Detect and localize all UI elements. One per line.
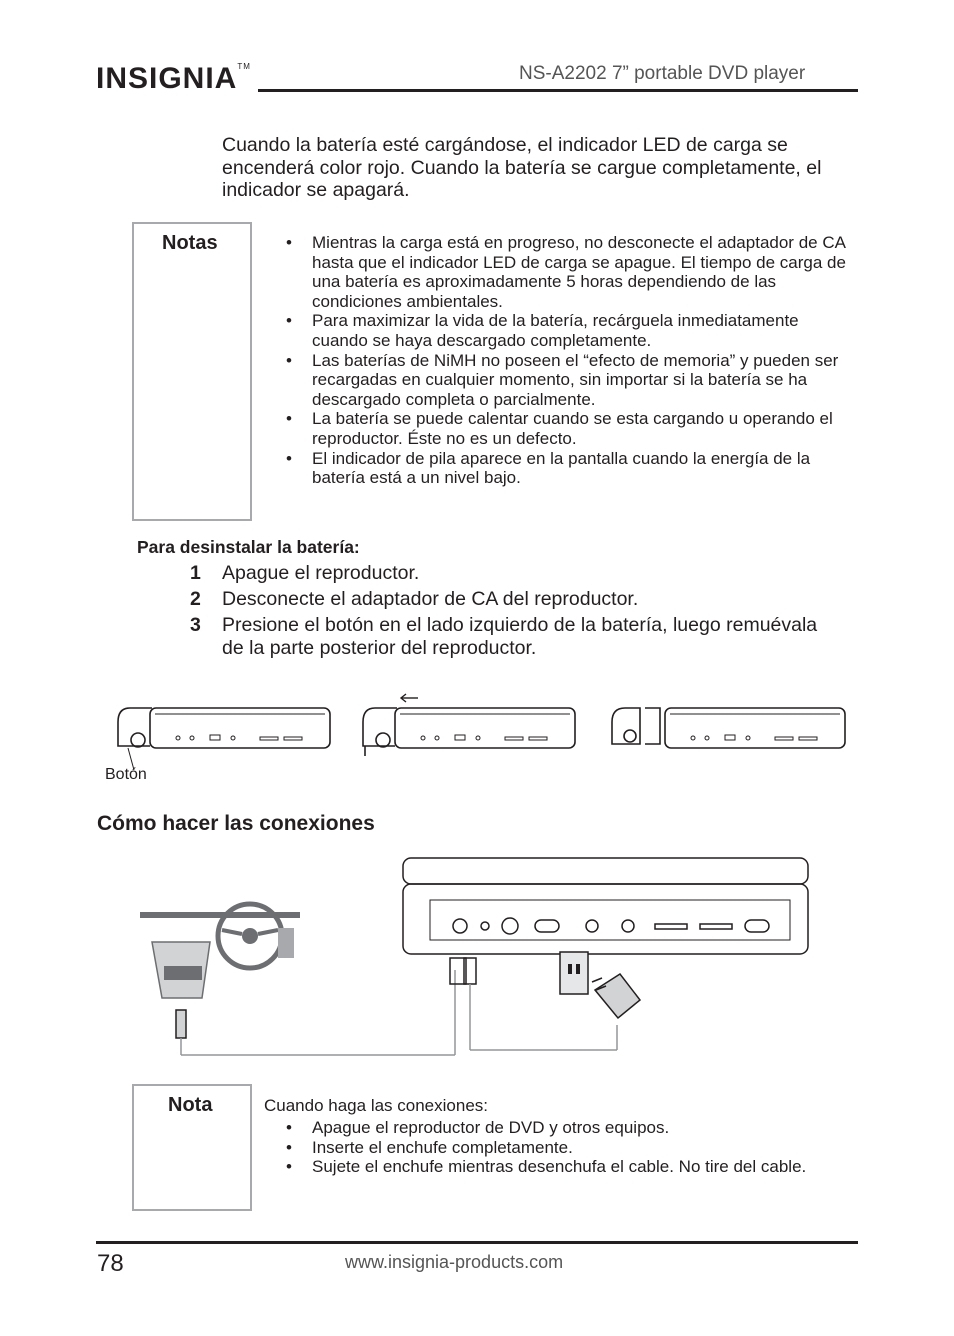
dvd-player-figure xyxy=(403,858,808,1050)
notes-item: • Las baterías de NiMH no poseen el “efecto de memoria” y pueden ser recargadas en cualquier momento, sin importar si la batería se ha descargado completa o parcialmente. xyxy=(286,351,856,410)
notes-item: • La batería se puede calentar cuando se esta cargando u operando el reproductor. Éste no es un defecto. xyxy=(286,409,856,448)
footer-rule xyxy=(96,1241,858,1244)
player-figure-2 xyxy=(363,694,575,756)
player-figure-1 xyxy=(118,708,330,770)
brand-name: INSIGNIA xyxy=(96,62,238,95)
header-model-title: NS-A2202 7” portable DVD player xyxy=(519,63,806,84)
notes-item: • Para maximizar la vida de la batería, recárguela inmediatamente cuando se haya descargado completamente. xyxy=(286,311,856,350)
battery-removal-illustration xyxy=(100,686,860,796)
notes-item: • El indicador de pila aparece en la pantalla cuando la energía de la batería está a un nivel bajo. xyxy=(286,449,856,488)
step-number: 3 xyxy=(190,614,201,636)
uninstall-steps xyxy=(190,562,830,663)
uninstall-heading: Para desinstalar la batería: xyxy=(137,537,360,557)
connections-heading: Cómo hacer las conexiones xyxy=(97,812,375,835)
step-text: Desconecte el adaptador de CA del reproductor. xyxy=(222,588,639,610)
trademark-mark: TM xyxy=(237,62,251,71)
step-item xyxy=(190,562,830,585)
notes-item: • Mientras la carga está en progreso, no desconecte el adaptador de CA hasta que el indicador LED de carga se apague. El tiempo de carga de una batería es aproximadamente 5 horas dependiendo de las condiciones ambientales. xyxy=(286,233,856,311)
notes-list xyxy=(286,233,856,488)
note-label: Nota xyxy=(168,1094,213,1116)
note-item: • Sujete el enchufe mientras desenchufa el cable. No tire del cable. xyxy=(286,1157,846,1177)
page-number: 78 xyxy=(97,1250,124,1277)
player-figure-3 xyxy=(612,708,845,748)
intro-paragraph: Cuando la batería esté cargándose, el indicador LED de carga se encenderá color rojo. Cuando la batería se cargue completamente, el indicador se apagará. xyxy=(222,134,822,201)
wall-outlet-figure xyxy=(560,952,640,1018)
note-list xyxy=(286,1118,846,1177)
step-text: Presione el botón en el lado izquierdo de la batería, luego remuévala de la parte posterior del reproductor. xyxy=(222,614,818,659)
note-item: • Apague el reproductor de DVD y otros equipos. xyxy=(286,1118,846,1138)
notes-label: Notas xyxy=(162,232,218,254)
step-item xyxy=(190,614,830,659)
step-number: 2 xyxy=(190,588,201,610)
car-connection-illustration xyxy=(130,850,830,1060)
note-item: • Inserte el enchufe completamente. xyxy=(286,1138,846,1158)
step-item xyxy=(190,588,830,611)
brand-logo xyxy=(96,62,251,96)
step-text: Apague el reproductor. xyxy=(222,562,420,584)
button-callout-label: Botón xyxy=(105,766,147,783)
car-dashboard-figure xyxy=(140,904,455,1055)
notes-box xyxy=(132,222,252,521)
footer-url[interactable]: www.insignia-products.com xyxy=(345,1252,564,1272)
note-intro: Cuando haga las conexiones: xyxy=(264,1096,488,1115)
header-rule xyxy=(258,89,858,92)
step-number: 1 xyxy=(190,562,201,584)
